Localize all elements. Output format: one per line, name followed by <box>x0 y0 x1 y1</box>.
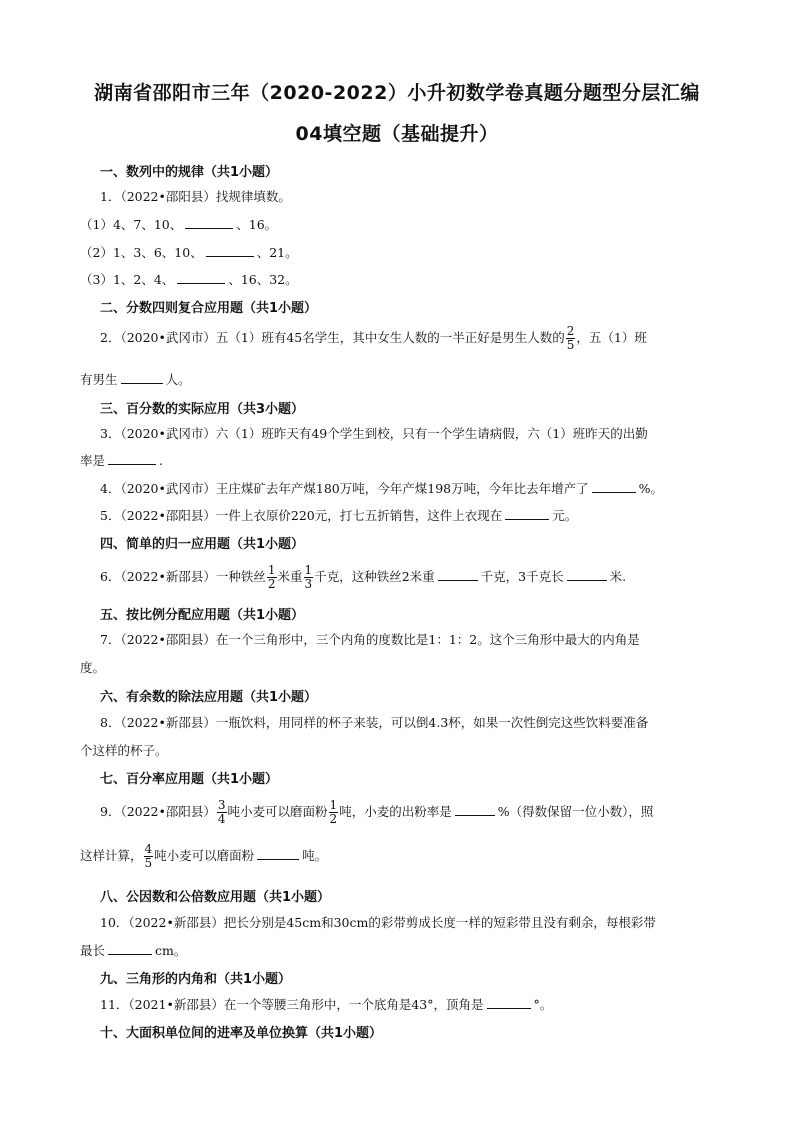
q1-part3-after: 、16、32。 <box>228 272 298 287</box>
answer-blank[interactable] <box>185 216 233 229</box>
question-7 <box>100 630 640 648</box>
fraction-denominator: 2 <box>329 812 338 826</box>
q2-text-a: 2．（2020•武冈市）五（1）班有45名学生，其中女生人数的一半正好是男生人数的 <box>100 330 565 345</box>
section-heading-9: 九、三角形的内角和（共1小题） <box>100 972 292 987</box>
section-heading-10: 十、大面积单位间的进率及单位换算（共1小题） <box>100 1026 383 1041</box>
q1-part1-before: （1）4、7、10、 <box>80 217 183 232</box>
q3-text-b: 率是 <box>80 453 106 468</box>
question-7-continued <box>80 658 105 676</box>
answer-blank[interactable] <box>438 568 478 581</box>
fraction-denominator: 2 <box>267 577 276 591</box>
q3-text-a: 3．（2020•武冈市）六（1）班昨天有49个学生到校，只有一个学生请病假，六（1）班昨天的出勤 <box>100 426 648 441</box>
question-6 <box>100 564 626 591</box>
q5-text-a: 5．（2022•邵阳县）一件上衣原价220元，打七五折销售，这件上衣现在 <box>100 508 503 523</box>
q9-text-a: 9．（2022•邵阳县） <box>100 804 216 819</box>
fraction-numerator: 2 <box>566 324 575 338</box>
section-heading-1: 一、数列中的规律（共1小题） <box>100 165 279 180</box>
question-1 <box>100 187 291 205</box>
fraction <box>144 843 154 870</box>
answer-blank[interactable] <box>505 507 549 520</box>
q8-text-b: 个这样的杯子。 <box>80 743 168 758</box>
question-10-continued <box>80 941 186 959</box>
question-4 <box>100 479 663 497</box>
q11-text-a: 11．（2021•新邵县）在一个等腰三角形中，一个底角是43°，顶角是 <box>100 997 484 1012</box>
q4-text-b: %。 <box>638 481 663 496</box>
answer-blank[interactable] <box>206 244 254 257</box>
question-9-continued <box>80 843 327 870</box>
q3-text-c: . <box>159 453 163 468</box>
q1-part2-before: （2）1、3、6、10、 <box>80 245 203 260</box>
answer-blank[interactable] <box>121 371 163 384</box>
section-heading-7: 七、百分率应用题（共1小题） <box>100 772 279 787</box>
question-8-continued <box>80 741 168 759</box>
fraction-denominator: 3 <box>304 577 313 591</box>
answer-blank[interactable] <box>592 480 636 493</box>
answer-blank[interactable] <box>567 568 607 581</box>
question-5 <box>100 506 577 524</box>
q10-text-c: cm。 <box>155 943 187 958</box>
answer-blank[interactable] <box>487 996 531 1009</box>
section-heading-2: 二、分数四则复合应用题（共1小题） <box>100 301 318 316</box>
q2-text-b: ，五（1）班 <box>576 330 647 345</box>
question-1-part-3 <box>80 270 298 288</box>
document-subtitle: 04填空题（基础提升） <box>295 123 499 145</box>
answer-blank[interactable] <box>108 942 152 955</box>
fraction-denominator: 5 <box>144 856 153 870</box>
q9-text-c: 吨，小麦的出粉率是 <box>339 804 452 819</box>
q7-text-a: 7．（2022•邵阳县）在一个三角形中，三个内角的度数比是1：1：2。这个三角形中最大的内角是 <box>100 632 640 647</box>
q9-text-d: %（得数保留一位小数），照 <box>497 804 654 819</box>
q9-text-b: 吨小麦可以磨面粉 <box>227 804 328 819</box>
q6-text-b: 米重 <box>277 569 303 584</box>
fraction-numerator: 3 <box>217 798 226 812</box>
answer-blank[interactable] <box>108 452 156 465</box>
question-3 <box>100 424 648 442</box>
q2-text-d: 人。 <box>165 372 191 387</box>
answer-blank[interactable] <box>257 847 299 860</box>
fraction <box>566 325 576 352</box>
fraction-numerator: 1 <box>304 563 313 577</box>
question-11 <box>100 995 552 1013</box>
section-heading-6: 六、有余数的除法应用题（共1小题） <box>100 690 318 705</box>
question-1-part-1 <box>80 215 277 233</box>
q10-text-b: 最长 <box>80 943 106 958</box>
document-title: 湖南省邵阳市三年（2020-2022）小升初数学卷真题分题型分层汇编 <box>94 82 700 104</box>
section-heading-4: 四、简单的归一应用题（共1小题） <box>100 537 305 552</box>
question-2-continued <box>80 370 191 388</box>
q9-text-f: 吨小麦可以磨面粉 <box>154 848 255 863</box>
q8-text-a: 8．（2022•新邵县）一瓶饮料，用同样的杯子来装，可以倒4.3杯，如果一次性倒完这些饮料要准备 <box>100 715 649 730</box>
fraction-numerator: 1 <box>329 798 338 812</box>
fraction-denominator: 5 <box>566 338 575 352</box>
question-1-text: 1．（2022•邵阳县）找规律填数。 <box>100 189 291 204</box>
q2-text-c: 有男生 <box>80 372 118 387</box>
section-heading-3: 三、百分数的实际应用（共3小题） <box>100 402 305 417</box>
q9-text-e: 这样计算， <box>80 848 143 863</box>
q7-text-b: 度。 <box>80 660 106 675</box>
fraction <box>304 564 314 591</box>
q11-text-b: °。 <box>533 997 553 1012</box>
section-heading-5: 五、按比例分配应用题（共1小题） <box>100 608 305 623</box>
fraction <box>329 799 339 826</box>
q9-text-g: 吨。 <box>302 848 328 863</box>
fraction <box>267 564 277 591</box>
section-heading-8: 八、公因数和公倍数应用题（共1小题） <box>100 890 331 905</box>
question-1-part-2 <box>80 243 298 261</box>
q1-part1-after: 、16。 <box>236 217 278 232</box>
q1-part2-after: 、21。 <box>256 245 298 260</box>
question-3-continued <box>80 451 163 469</box>
answer-blank[interactable] <box>455 803 495 816</box>
q6-text-c: 千克，这种铁丝2米重 <box>314 569 435 584</box>
q5-text-b: 元。 <box>552 508 578 523</box>
fraction <box>217 799 227 826</box>
answer-blank[interactable] <box>177 271 225 284</box>
fraction-numerator: 1 <box>267 563 276 577</box>
q6-text-e: 米. <box>609 569 627 584</box>
q6-text-a: 6．（2022•新邵县）一种铁丝 <box>100 569 266 584</box>
q10-text-a: 10．（2022•新邵县）把长分别是45cm和30cm的彩带剪成长度一样的短彩带且没有剩余，每根彩带 <box>100 915 656 930</box>
q6-text-d: 千克，3千克长 <box>480 569 564 584</box>
q1-part3-before: （3）1、2、4、 <box>80 272 175 287</box>
fraction-numerator: 4 <box>144 842 153 856</box>
question-2 <box>100 325 647 352</box>
q4-text-a: 4．（2020•武冈市）王庄煤矿去年产煤180万吨，今年产煤198万吨，今年比去年增产了 <box>100 481 589 496</box>
question-9 <box>100 799 653 826</box>
question-8 <box>100 713 648 731</box>
question-10 <box>100 913 656 931</box>
fraction-denominator: 4 <box>217 812 226 826</box>
